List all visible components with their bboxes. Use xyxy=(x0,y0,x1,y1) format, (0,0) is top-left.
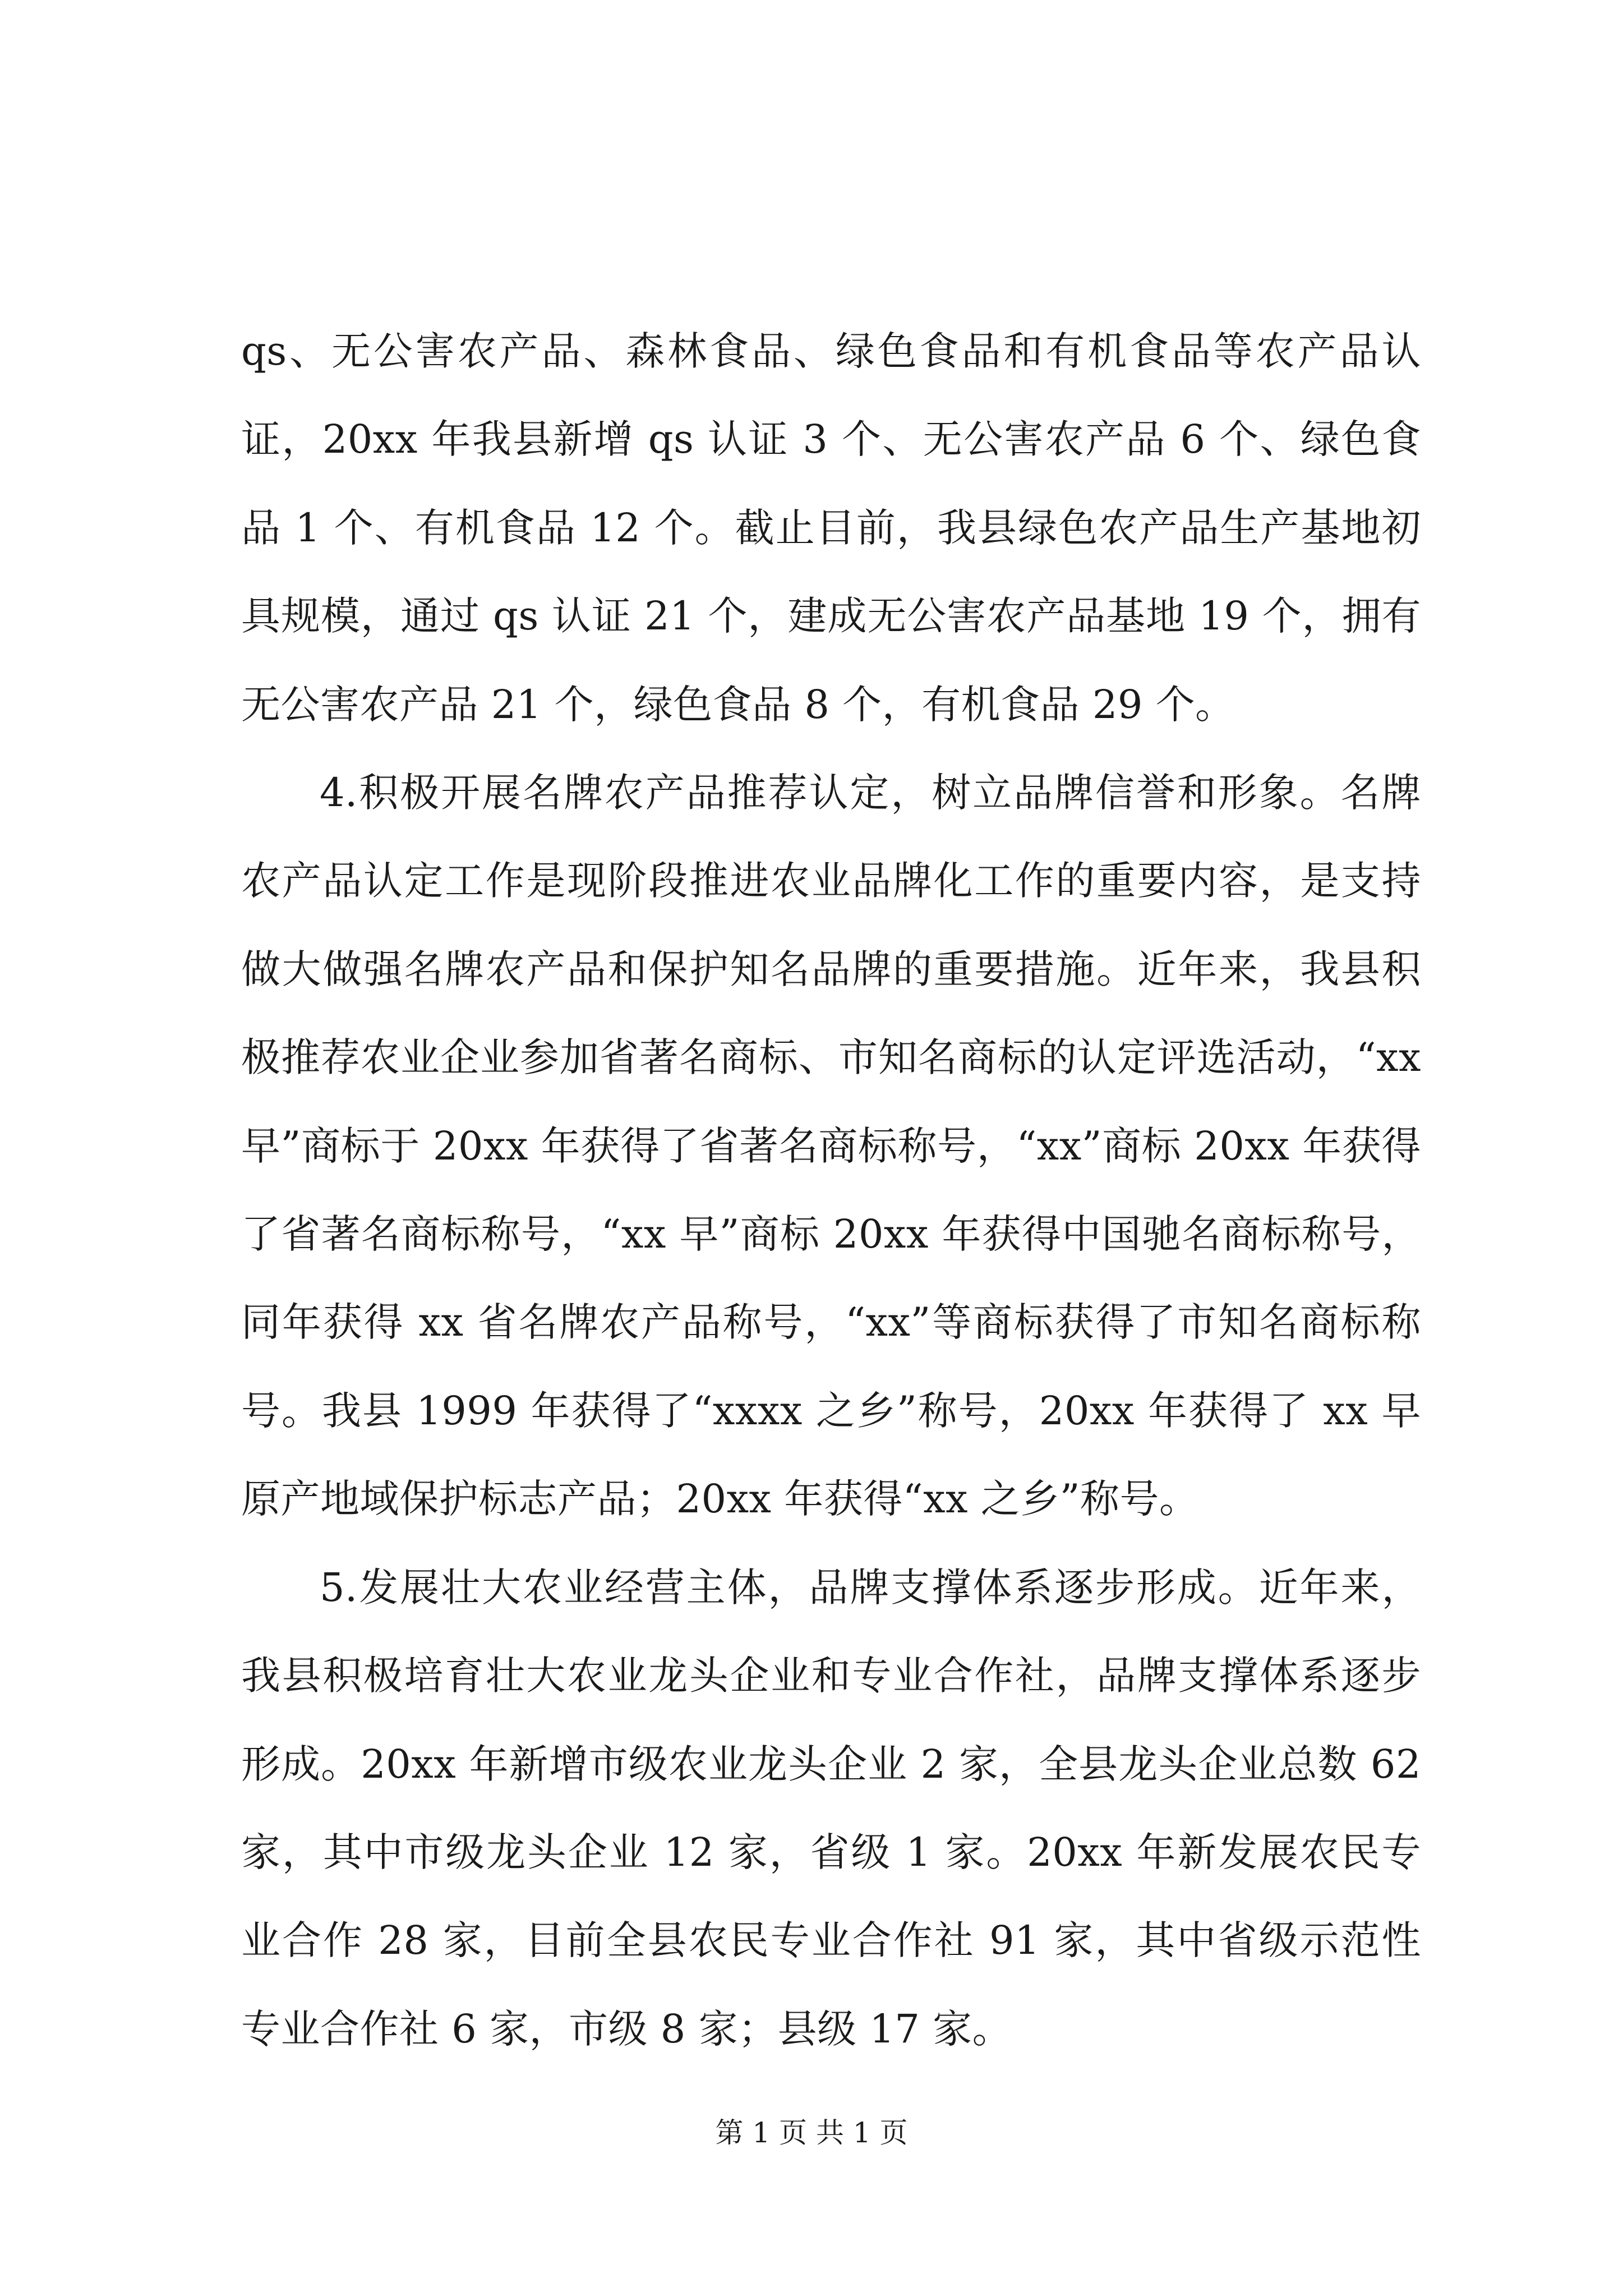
paragraph-brand-recognition: 4.积极开展名牌农产品推荐认定，树立品牌信誉和形象。名牌农产品认定工作是现阶段推进农业品牌化工作的重要内容，是支持做大做强名牌农产品和保护知名品牌的重要措施。近年来，我县积极推荐农业企业参加省著名商标、市知名商标的认定评选活动，“xx 早”商标于 20xx 年获得了省著名商标称号，“xx”商标 20xx 年获得了省著名商标称号，“xx 早”商标 20xx 年获得中国驰名商标称号，同年获得 xx 省名牌农产品称号，“xx”等商标获得了市知名商标称号。我县 1999 年获得了“xxxx 之乡”称号，20xx 年获得了 xx 早原产地域保护标志产品；20xx 年获得“xx 之乡”称号。 xyxy=(241,770,1421,1522)
paragraph-certification: qs、无公害农产品、森林食品、绿色食品和有机食品等农产品认证，20xx 年我县新增 qs 认证 3 个、无公害农产品 6 个、绿色食品 1 个、有机食品 12 个。截止目前，我县绿色农产品生产基地初具规模，通过 qs 认证 21 个，建成无公害农产品基地 19 个，拥有无公害农产品 21 个，绿色食品 8 个，有机食品 29 个。 xyxy=(241,328,1421,728)
page-number-footer: 第 1 页 共 1 页 xyxy=(715,2116,908,2149)
paragraph-business-entities: 5.发展壮大农业经营主体，品牌支撑体系逐步形成。近年来，我县积极培育壮大农业龙头企业和专业合作社，品牌支撑体系逐步形成。20xx 年新增市级农业龙头企业 2 家，全县龙头企业总数 62 家，其中市级龙头企业 12 家，省级 1 家。20xx 年新发展农民专业合作 28 家，目前全县农民专业合作社 91 家，其中省级示范性专业合作社 6 家，市级 8 家；县级 17 家。 xyxy=(241,1564,1421,2052)
document-body xyxy=(241,307,1421,2073)
